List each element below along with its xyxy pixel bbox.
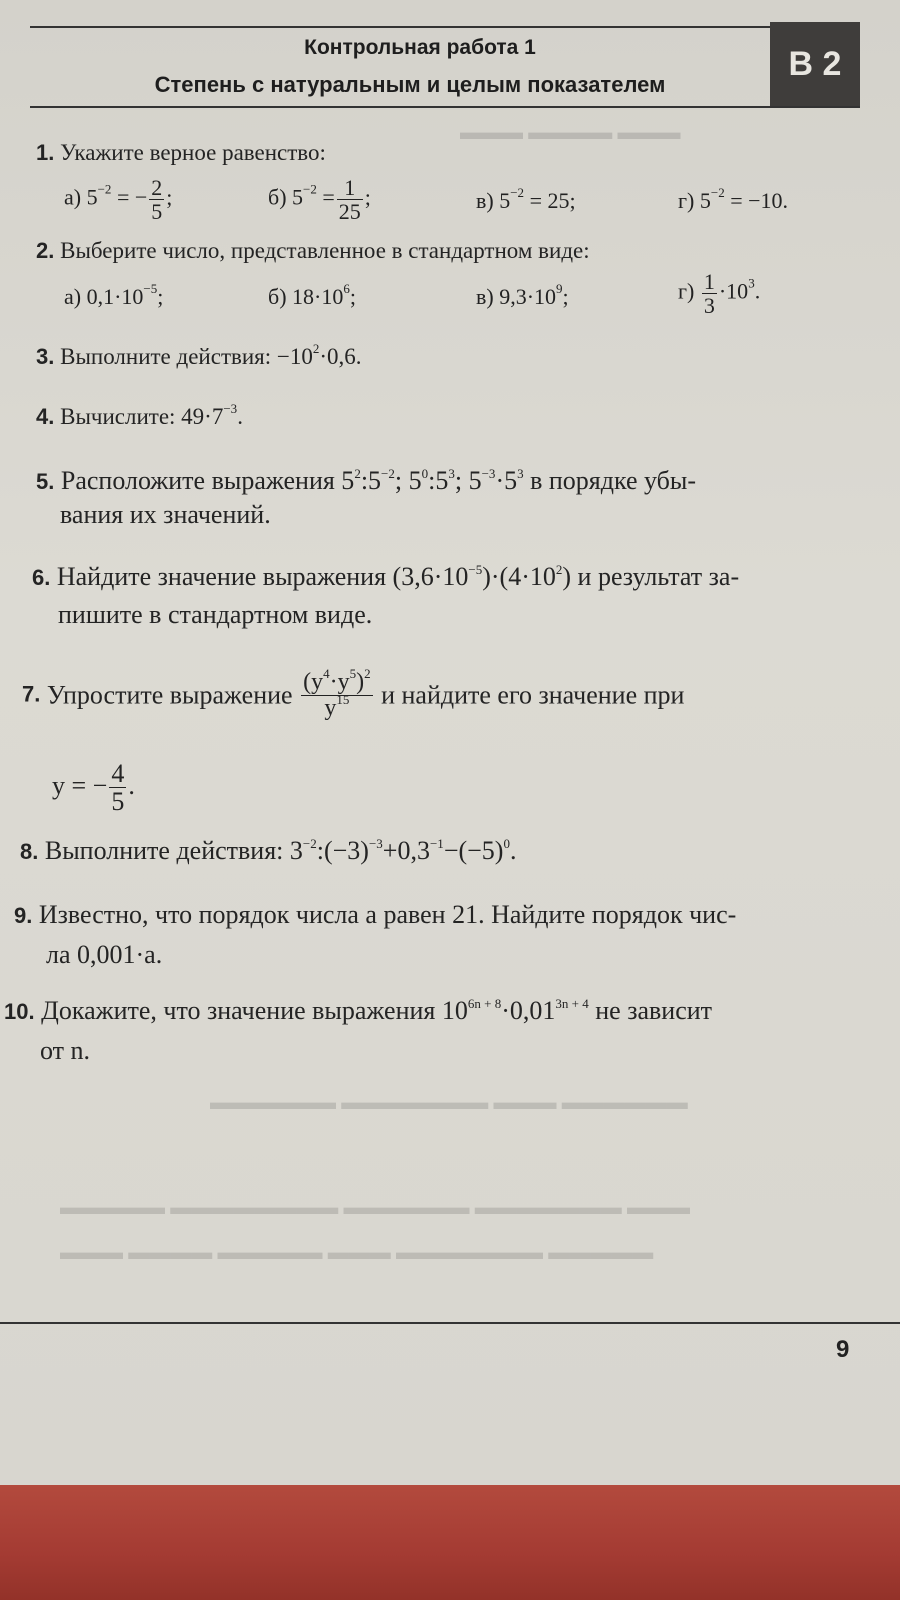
task-text: Докажите, что значение выражения 10 [41, 996, 468, 1025]
task-8: 8. Выполните действия: $3^{-2}:(-3)^{-3}+0,3^{-1}-(-5)^0$. [20, 836, 517, 865]
option-2a: а) $0,1\cdot 10^{-5}$; [64, 281, 164, 309]
task-text: Расположите выражения 5 [60, 466, 355, 495]
task-10: 10. Докажите, что значение выражения $10^{6n + 8}\cdot 0,01^{3n + 4}$ не зависит [4, 996, 713, 1025]
task-7-fraction: $\frac{(y^4\cdot y^5)^2}{y^{15}}$ [303, 666, 371, 722]
task-7-line2: y = − $\frac{4}{5}$ . [52, 759, 135, 817]
task-number: 6. [32, 565, 51, 590]
footer-rule [0, 1322, 900, 1324]
show-through-text: ▬▬▬▬▬▬ ▬▬▬ ▬▬▬▬▬▬▬ ▬▬▬▬▬▬ [210, 1090, 688, 1114]
header [30, 28, 770, 110]
task-number: 8. [20, 839, 39, 864]
option-2c: в) $9,3\cdot 10^9$; [476, 281, 569, 309]
option-1b: б) $5^{-2}$ = $\frac{1}{25}$ ; [268, 175, 371, 225]
table-surface [0, 1485, 900, 1600]
option-2d: г) $\frac{1}{3}$ $\cdot 10^3$. [678, 269, 761, 319]
task-7: 7. Упростите выражение $\frac{(y^4\cdot y^5)^2}{y^{15}}$ и найдите его значение при [22, 666, 685, 722]
task-10-line2: от n. [40, 1036, 91, 1065]
task-4: 4. Вычислите: $49\cdot 7^{-3}$. [36, 401, 243, 429]
task-text: Укажите верное равенство: [60, 140, 326, 165]
task-number: 4. [36, 404, 55, 429]
task-9-line2: ла 0,001·a. [46, 940, 163, 969]
task-number: 3. [36, 344, 55, 369]
show-through-text: ▬▬▬ ▬▬▬▬▬▬▬ ▬▬▬▬▬▬ ▬▬▬▬▬▬▬▬ ▬▬▬▬▬ [60, 1195, 690, 1219]
option-2b: б) $18\cdot 10^6$; [268, 281, 356, 309]
task-text: Выберите число, представленное в стандартном виде: [60, 238, 590, 263]
task-text: Найдите значение выражения [56, 562, 393, 591]
worksheet-subtitle: Степень с натуральным и целым показателем [154, 72, 666, 97]
task-5-line2: вания их значений. [60, 500, 271, 529]
option-1c: в) $5^{-2} = 25$; [476, 185, 576, 213]
worksheet-title: Контрольная работа 1 [304, 36, 536, 59]
task-number: 10. [4, 999, 35, 1024]
task-text: Упростите выражение [46, 680, 293, 710]
task-2 [36, 238, 590, 264]
show-through-text: ▬▬▬▬▬ ▬▬▬▬▬▬▬ ▬▬▬ ▬▬▬▬▬ ▬▬▬▬ ▬▬▬ [60, 1240, 654, 1264]
task-6-line2: пишите в стандартном виде. [58, 600, 373, 629]
option-1d: г) $5^{-2} = -10$. [678, 185, 789, 213]
task-number: 1. [36, 140, 55, 165]
task-number: 2. [36, 238, 55, 263]
task-number: 7. [22, 681, 41, 707]
task-text: Выполните действия: 3 [44, 836, 303, 865]
task-5: 5. Расположите выражения $5^2:5^{-2}$; $5^0:5^3$; $5^{-3}\cdot 5^3$ в порядке убы- [36, 466, 697, 495]
variant-badge: В 2 [770, 22, 860, 106]
task-1 [36, 140, 326, 166]
task-text: Вычислите: 49·7 [60, 404, 224, 429]
page-number: 9 [836, 1336, 850, 1363]
task-text: Выполните действия: −10 [60, 344, 313, 369]
task-9 [14, 900, 736, 930]
task-3: 3. Выполните действия: $-10^2\cdot 0,6$. [36, 341, 362, 369]
task-text: Известно, что порядок числа a равен 21. Найдите порядок чис- [38, 900, 737, 929]
option-1a: а) $5^{-2}$ = − $\frac{2}{5}$ ; [64, 175, 173, 225]
task-number: 9. [14, 903, 33, 928]
show-through-text: ▬▬▬ ▬▬▬▬ ▬▬▬ [460, 120, 681, 144]
task-number: 5. [36, 469, 55, 494]
task-6: 6. Найдите значение выражения $(3,6\cdot 10^{-5})\cdot(4\cdot 10^2)$ и результат за- [32, 562, 740, 591]
